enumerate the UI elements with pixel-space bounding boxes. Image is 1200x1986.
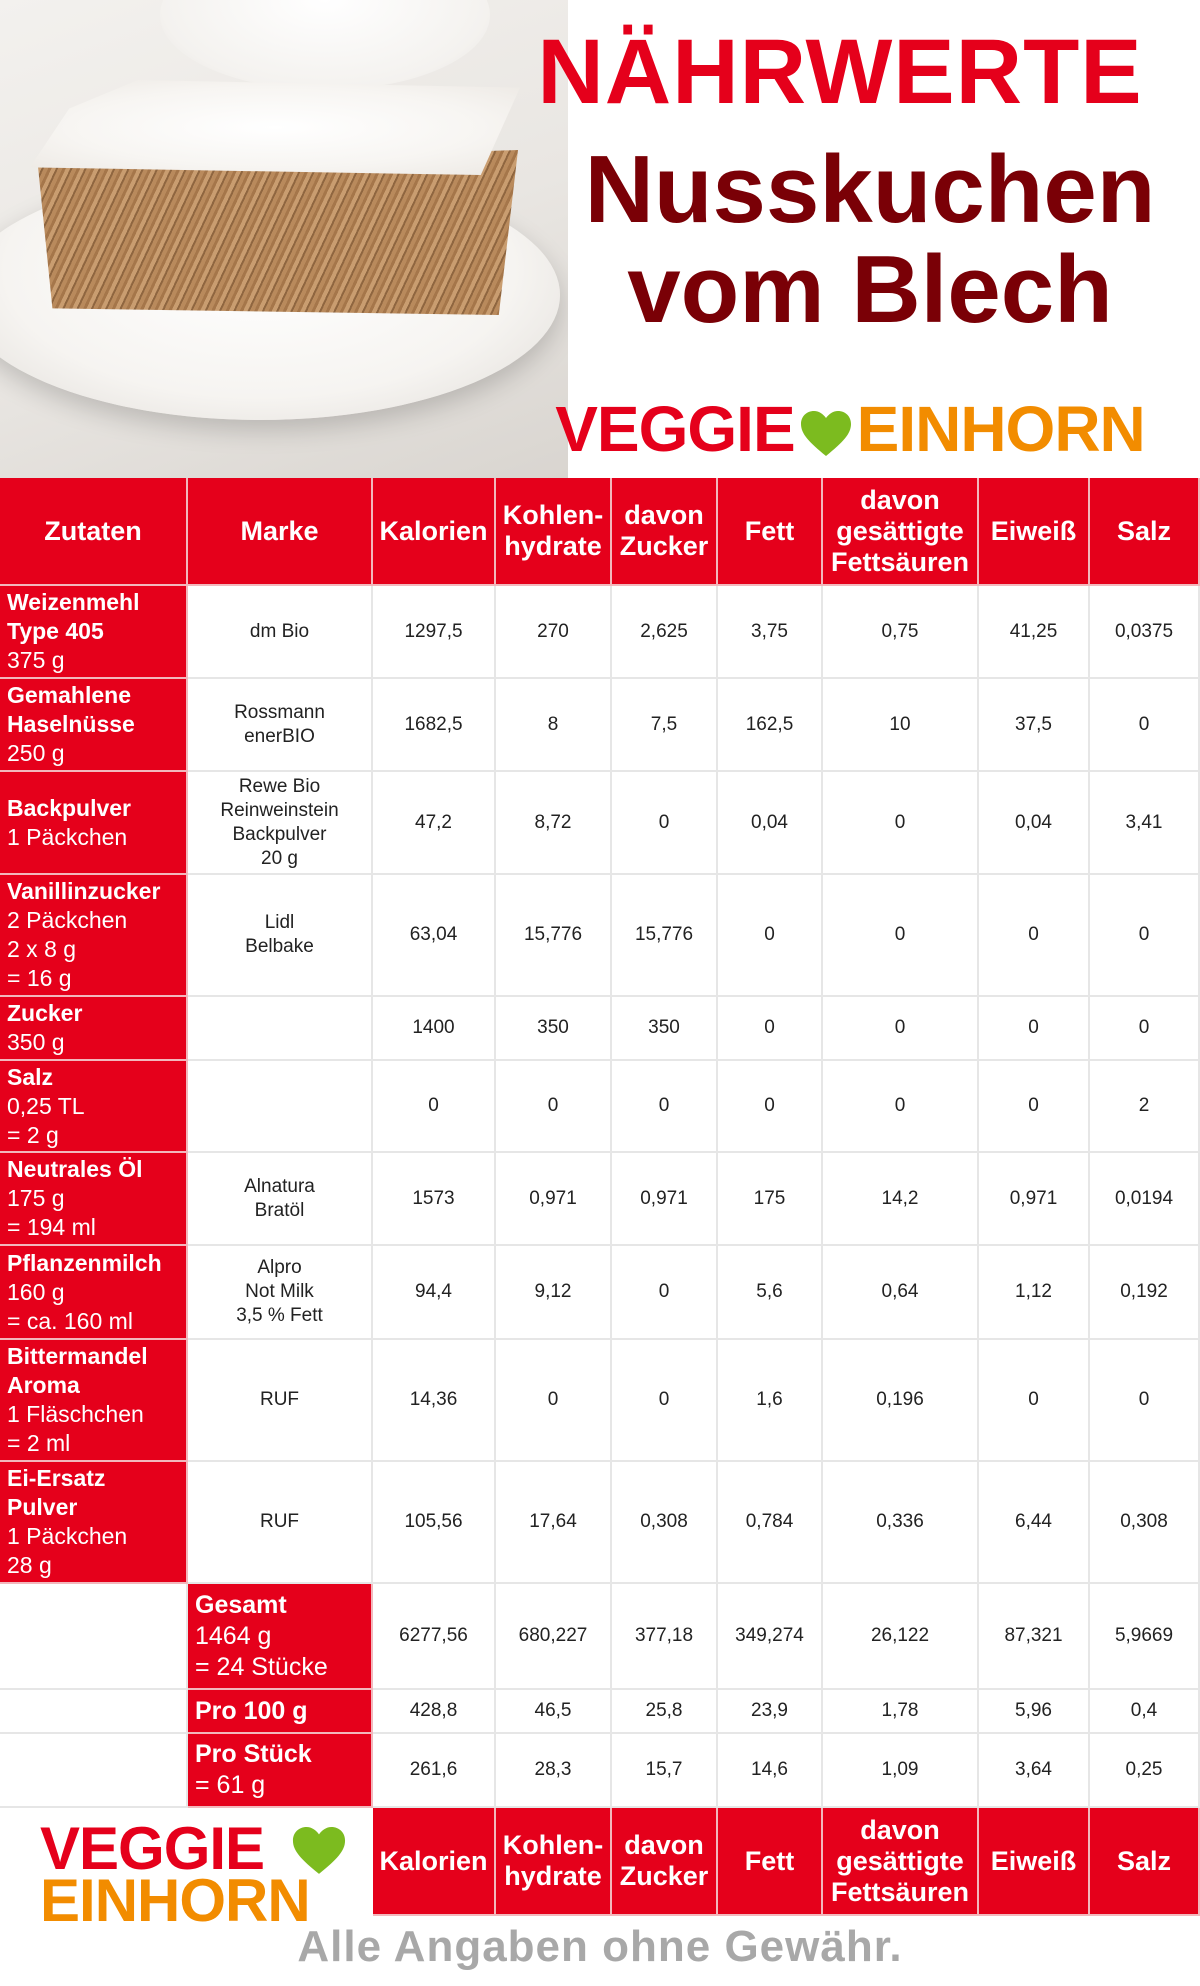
col-fat-value: 175 — [718, 1153, 823, 1246]
col-sugar-label-line: davon — [624, 1830, 704, 1860]
col-carbs-footer-header — [496, 1808, 612, 1916]
col-carbs-header — [496, 478, 612, 586]
col-protein-total: 87,321 — [979, 1584, 1090, 1690]
col-salt-value: 0,308 — [1090, 1462, 1200, 1584]
brand-cell — [188, 772, 373, 875]
col-sugar-value: 0,971 — [612, 1153, 718, 1246]
col-calories-value: 0 — [373, 1061, 496, 1153]
col-satfat-label-line: Fettsäuren — [830, 546, 970, 577]
empty-cell — [0, 1734, 188, 1808]
col-sugar-label-line: davon — [624, 500, 704, 530]
col-fat-value: 0,04 — [718, 772, 823, 875]
ingredient-row — [0, 586, 1200, 679]
ingredient-row — [0, 1246, 1200, 1340]
col-protein-value: 41,25 — [979, 586, 1090, 679]
col-sugar-header — [612, 478, 718, 586]
ingredient-amount: 175 g — [7, 1185, 65, 1211]
col-salt-value: 0,0194 — [1090, 1153, 1200, 1246]
col-sugar-value: 0 — [612, 1340, 718, 1462]
logo-text-veggie: VEGGIE — [40, 1815, 265, 1882]
col-salt-value: 3,41 — [1090, 772, 1200, 875]
brand-line: Backpulver — [232, 823, 327, 845]
col-salt-total: 0,25 — [1090, 1734, 1200, 1808]
col-satfat-header — [823, 478, 979, 586]
totals-sub: 1464 g — [195, 1621, 272, 1650]
col-calories-value: 94,4 — [373, 1246, 496, 1340]
ingredient-text — [7, 681, 135, 768]
col-sugar-value: 15,776 — [612, 875, 718, 997]
ingredient-text — [7, 1249, 162, 1336]
ingredient-name: Aroma — [7, 1372, 80, 1398]
brand-text — [220, 775, 338, 871]
col-calories-footer-header — [373, 1808, 496, 1916]
col-salt-total: 0,4 — [1090, 1690, 1200, 1734]
col-calories-total: 6277,56 — [373, 1584, 496, 1690]
col-sugar-value: 0 — [612, 1061, 718, 1153]
col-fat-label-line: Fett — [744, 1845, 795, 1876]
ingredient-amount: 375 g — [7, 647, 65, 673]
brand-text — [250, 620, 309, 644]
col-satfat-total: 1,09 — [823, 1734, 979, 1808]
brand-logo-top — [520, 392, 1180, 466]
col-sugar-label — [620, 1830, 709, 1892]
col-carbs-value: 9,12 — [496, 1246, 612, 1340]
ingredient-name: Gemahlene — [7, 682, 131, 708]
ingredient-name: Weizenmehl — [7, 589, 140, 615]
ingredient-cell — [0, 1246, 188, 1340]
col-satfat-value: 10 — [823, 679, 979, 772]
col-carbs-value: 0 — [496, 1340, 612, 1462]
col-ingredients-header — [0, 478, 188, 586]
col-sugar-label — [620, 500, 709, 562]
col-sugar-label-line: Zucker — [619, 531, 709, 561]
brand-cell — [188, 1246, 373, 1340]
ingredient-row — [0, 1462, 1200, 1584]
col-sugar-value: 0 — [612, 772, 718, 875]
brand-text — [234, 701, 325, 749]
col-protein-value: 1,12 — [979, 1246, 1090, 1340]
col-satfat-value: 0 — [823, 875, 979, 997]
brand-cell — [188, 1061, 373, 1153]
col-protein-value: 0 — [979, 997, 1090, 1061]
col-ingredients-label — [44, 516, 142, 547]
ingredient-text — [7, 1155, 143, 1242]
ingredient-text — [7, 1063, 85, 1150]
col-carbs-label-line: hydrate — [504, 1861, 602, 1891]
col-carbs-value: 0 — [496, 1061, 612, 1153]
col-fat-value: 0 — [718, 997, 823, 1061]
ingredient-cell — [0, 586, 188, 679]
totals-name: Pro Stück — [195, 1740, 312, 1768]
col-protein-footer-header — [979, 1808, 1090, 1916]
col-satfat-label-line: gesättigte — [836, 1845, 964, 1876]
col-brand-label-line: Marke — [240, 515, 319, 546]
brand-line: Rewe Bio — [238, 775, 321, 797]
ingredient-row — [0, 1340, 1200, 1462]
ingredient-amount: 350 g — [7, 1029, 65, 1055]
totals-label-cell — [188, 1584, 373, 1690]
col-calories-label-line: Kalorien — [379, 515, 488, 546]
col-fat-value: 0 — [718, 875, 823, 997]
col-calories-value: 1682,5 — [373, 679, 496, 772]
col-satfat-label-line: davon — [860, 484, 940, 515]
ingredient-cell — [0, 772, 188, 875]
col-salt-footer-header — [1090, 1808, 1200, 1916]
col-calories-value: 1400 — [373, 997, 496, 1061]
ingredient-row — [0, 679, 1200, 772]
col-protein-label — [991, 1846, 1077, 1877]
brand-cell — [188, 586, 373, 679]
col-sugar-value: 0,308 — [612, 1462, 718, 1584]
ingredient-amount: 2 x 8 g — [7, 936, 77, 962]
col-calories-label — [379, 1846, 487, 1877]
col-salt-value: 0 — [1090, 997, 1200, 1061]
ingredient-amount: 28 g — [7, 1552, 52, 1578]
col-sugar-value: 350 — [612, 997, 718, 1061]
col-sugar-footer-header — [612, 1808, 718, 1916]
ingredient-cell — [0, 1153, 188, 1246]
col-sugar-value: 0 — [612, 1246, 718, 1340]
cup-graphic — [160, 0, 490, 90]
ingredient-name: Neutrales Öl — [7, 1156, 143, 1182]
ingredient-text — [7, 877, 160, 993]
ingredient-name: Type 405 — [7, 618, 104, 644]
totals-row — [0, 1584, 1200, 1690]
col-fat-label — [745, 1846, 795, 1877]
brand-cell — [188, 1153, 373, 1246]
ingredient-amount: = 2 g — [7, 1121, 59, 1148]
col-carbs-label-line: Kohlen- — [502, 500, 604, 530]
logo-text-einhorn: EINHORN — [856, 393, 1145, 465]
col-satfat-footer-header — [823, 1808, 979, 1916]
brand-line: Bratöl — [254, 1199, 305, 1221]
brand-line: RUF — [259, 1389, 300, 1410]
col-satfat-label — [831, 485, 969, 578]
col-carbs-value: 270 — [496, 586, 612, 679]
ingredient-amount: 160 g — [7, 1278, 65, 1305]
col-salt-header — [1090, 478, 1200, 586]
cake-graphic — [30, 80, 520, 320]
brand-logo-bottom — [0, 1808, 373, 1934]
ingredient-name: Backpulver — [7, 794, 132, 821]
col-protein-header — [979, 478, 1090, 586]
ingredient-text — [7, 588, 140, 675]
ingredient-cell — [0, 1061, 188, 1153]
brand-cell — [188, 1462, 373, 1584]
totals-row — [0, 1690, 1200, 1734]
ingredient-cell — [0, 1340, 188, 1462]
col-satfat-value: 0,336 — [823, 1462, 979, 1584]
col-carbs-value: 350 — [496, 997, 612, 1061]
col-calories-value: 1297,5 — [373, 586, 496, 679]
col-protein-label — [991, 516, 1077, 547]
brand-line: dm Bio — [249, 620, 310, 642]
ingredient-name: Vanillinzucker — [7, 878, 161, 904]
brand-text — [260, 1388, 299, 1412]
col-calories-total: 428,8 — [373, 1690, 496, 1734]
empty-cell — [0, 1584, 188, 1690]
totals-row — [0, 1734, 1200, 1808]
empty-cell — [0, 1690, 188, 1734]
col-satfat-label — [831, 1815, 969, 1908]
cake-photo — [0, 0, 568, 478]
ingredient-name: Zucker — [7, 1000, 83, 1026]
col-satfat-value: 0,75 — [823, 586, 979, 679]
col-salt-label-line: Salz — [1116, 1845, 1172, 1876]
col-fat-footer-header — [718, 1808, 823, 1916]
col-protein-label-line: Eiweiß — [990, 1845, 1077, 1876]
col-carbs-label-line: hydrate — [504, 531, 602, 561]
col-carbs-value: 15,776 — [496, 875, 612, 997]
ingredient-amount: 1 Päckchen — [7, 823, 128, 850]
col-sugar-value: 7,5 — [612, 679, 718, 772]
brand-line: enerBIO — [244, 725, 315, 747]
col-calories-total: 261,6 — [373, 1734, 496, 1808]
ingredient-name: Pflanzenmilch — [7, 1249, 162, 1276]
ingredient-name: Salz — [7, 1063, 54, 1090]
powdered-sugar-top — [30, 80, 520, 175]
col-calories-header — [373, 478, 496, 586]
col-fat-total: 23,9 — [718, 1690, 823, 1734]
brand-cell — [188, 679, 373, 772]
col-ingredients-label-line: Zutaten — [44, 515, 142, 546]
ingredient-text — [7, 1464, 127, 1580]
ingredient-amount: 250 g — [7, 740, 65, 766]
col-salt-value: 0,192 — [1090, 1246, 1200, 1340]
subtitle-line-2: vom Blech — [627, 236, 1113, 343]
col-brand-label — [240, 516, 318, 547]
col-fat-label — [745, 516, 795, 547]
ingredient-row — [0, 997, 1200, 1061]
col-calories-value: 47,2 — [373, 772, 496, 875]
ingredient-text — [7, 794, 131, 852]
col-protein-value: 0 — [979, 1061, 1090, 1153]
brand-text — [245, 911, 314, 959]
table-footer-row — [0, 1808, 1200, 1934]
col-carbs-total: 680,227 — [496, 1584, 612, 1690]
col-protein-value: 0 — [979, 875, 1090, 997]
col-salt-label-line: Salz — [1116, 515, 1172, 546]
col-salt-value: 2 — [1090, 1061, 1200, 1153]
ingredient-amount: = 2 ml — [7, 1430, 71, 1456]
ingredient-row — [0, 875, 1200, 997]
brand-line: Lidl — [264, 912, 295, 933]
col-salt-label — [1117, 1846, 1171, 1877]
col-salt-value: 0,0375 — [1090, 586, 1200, 679]
col-protein-total: 5,96 — [979, 1690, 1090, 1734]
ingredient-amount: 0,25 TL — [7, 1092, 85, 1119]
totals-label — [195, 1739, 312, 1801]
col-protein-value: 37,5 — [979, 679, 1090, 772]
col-salt-label — [1117, 516, 1171, 547]
brand-line: Alnatura — [244, 1175, 315, 1197]
col-protein-label-line: Eiweiß — [990, 515, 1077, 546]
page-title: NÄHRWERTE — [537, 21, 1143, 123]
col-satfat-value: 0 — [823, 997, 979, 1061]
col-sugar-value: 2,625 — [612, 586, 718, 679]
brand-line: 3,5 % Fett — [236, 1305, 323, 1326]
col-carbs-total: 28,3 — [496, 1734, 612, 1808]
col-fat-value: 162,5 — [718, 679, 823, 772]
ingredient-cell — [0, 679, 188, 772]
brand-cell — [188, 875, 373, 997]
ingredient-row — [0, 772, 1200, 875]
col-fat-total: 14,6 — [718, 1734, 823, 1808]
col-carbs-value: 17,64 — [496, 1462, 612, 1584]
totals-label-cell — [188, 1690, 373, 1734]
col-brand-header — [188, 478, 373, 586]
col-satfat-value: 0 — [823, 772, 979, 875]
ingredient-cell — [0, 875, 188, 997]
ingredient-amount: = ca. 160 ml — [7, 1307, 133, 1334]
col-satfat-value: 14,2 — [823, 1153, 979, 1246]
totals-name: Pro 100 g — [195, 1696, 308, 1725]
ingredient-name: Bittermandel — [7, 1343, 148, 1369]
brand-line: Belbake — [245, 936, 314, 957]
brand-text — [236, 1256, 323, 1328]
brand-cell — [188, 1340, 373, 1462]
logo-text-einhorn: EINHORN — [40, 1867, 310, 1934]
col-carbs-value: 0,971 — [496, 1153, 612, 1246]
col-fat-header — [718, 478, 823, 586]
col-satfat-value: 0,196 — [823, 1340, 979, 1462]
col-protein-value: 0,04 — [979, 772, 1090, 875]
brand-line: Not Milk — [245, 1281, 314, 1302]
col-protein-total: 3,64 — [979, 1734, 1090, 1808]
col-calories-value: 63,04 — [373, 875, 496, 997]
brand-line: 20 g — [261, 847, 298, 869]
ingredient-name: Pulver — [7, 1494, 78, 1520]
col-sugar-total: 15,7 — [612, 1734, 718, 1808]
totals-name: Gesamt — [195, 1590, 287, 1619]
brand-line: Alpro — [257, 1257, 302, 1278]
totals-sub: = 24 Stücke — [195, 1652, 328, 1681]
brand-cell — [188, 997, 373, 1061]
col-satfat-value: 0,64 — [823, 1246, 979, 1340]
col-carbs-label — [503, 500, 604, 562]
brand-text — [244, 1175, 315, 1223]
col-protein-value: 0,971 — [979, 1153, 1090, 1246]
col-satfat-label-line: Fettsäuren — [830, 1876, 970, 1907]
col-satfat-total: 26,122 — [823, 1584, 979, 1690]
disclaimer: Alle Angaben ohne Gewähr. — [297, 1922, 903, 1971]
col-calories-value: 14,36 — [373, 1340, 496, 1462]
col-satfat-label-line: davon — [860, 1814, 940, 1845]
col-salt-value: 0 — [1090, 1340, 1200, 1462]
col-calories-label — [379, 516, 487, 547]
heart-icon — [799, 410, 853, 458]
totals-label-cell — [188, 1734, 373, 1808]
ingredient-cell — [0, 997, 188, 1061]
col-protein-value: 6,44 — [979, 1462, 1090, 1584]
col-sugar-total: 25,8 — [612, 1690, 718, 1734]
col-salt-value: 0 — [1090, 875, 1200, 997]
ingredient-row — [0, 1061, 1200, 1153]
col-carbs-total: 46,5 — [496, 1690, 612, 1734]
col-sugar-total: 377,18 — [612, 1584, 718, 1690]
page-subtitle — [540, 136, 1200, 343]
col-fat-value: 0,784 — [718, 1462, 823, 1584]
ingredient-amount: 1 Fläschchen — [7, 1401, 144, 1427]
ingredient-amount: = 194 ml — [7, 1214, 96, 1240]
col-fat-value: 5,6 — [718, 1246, 823, 1340]
col-protein-value: 0 — [979, 1340, 1090, 1462]
col-fat-value: 0 — [718, 1061, 823, 1153]
col-carbs-label — [503, 1830, 604, 1892]
ingredient-amount: 2 Päckchen — [7, 907, 128, 933]
header — [0, 0, 1200, 478]
col-carbs-value: 8 — [496, 679, 612, 772]
ingredient-amount: = 16 g — [7, 965, 72, 991]
logo-text-veggie: VEGGIE — [555, 393, 795, 465]
col-calories-value: 105,56 — [373, 1462, 496, 1584]
col-fat-value: 1,6 — [718, 1340, 823, 1462]
ingredient-cell — [0, 1462, 188, 1584]
col-carbs-label-line: Kohlen- — [502, 1830, 604, 1860]
col-satfat-total: 1,78 — [823, 1690, 979, 1734]
brand-line: Rossmann — [234, 701, 325, 723]
col-satfat-label-line: gesättigte — [836, 515, 964, 546]
col-sugar-label-line: Zucker — [619, 1861, 709, 1891]
col-calories-value: 1573 — [373, 1153, 496, 1246]
col-fat-value: 3,75 — [718, 586, 823, 679]
brand-line: RUF — [259, 1511, 300, 1532]
brand-line: Reinweinstein — [220, 799, 339, 821]
subtitle-line-1: Nusskuchen — [584, 136, 1156, 243]
col-carbs-value: 8,72 — [496, 772, 612, 875]
col-satfat-value: 0 — [823, 1061, 979, 1153]
col-salt-total: 5,9669 — [1090, 1584, 1200, 1690]
col-calories-label-line: Kalorien — [379, 1845, 488, 1876]
col-fat-label-line: Fett — [744, 515, 795, 546]
ingredient-text — [7, 1342, 148, 1458]
ingredient-row — [0, 1153, 1200, 1246]
totals-label — [195, 1696, 308, 1727]
ingredient-amount: 1 Päckchen — [7, 1523, 128, 1549]
ingredient-name: Ei-Ersatz — [7, 1465, 106, 1491]
totals-label — [195, 1590, 328, 1683]
col-salt-value: 0 — [1090, 679, 1200, 772]
cake-crumb — [38, 150, 518, 315]
ingredient-text — [7, 999, 82, 1057]
brand-text — [260, 1510, 299, 1534]
col-fat-total: 349,274 — [718, 1584, 823, 1690]
totals-sub: = 61 g — [195, 1771, 266, 1799]
table-header-row — [0, 478, 1200, 586]
ingredient-name: Haselnüsse — [7, 711, 135, 737]
